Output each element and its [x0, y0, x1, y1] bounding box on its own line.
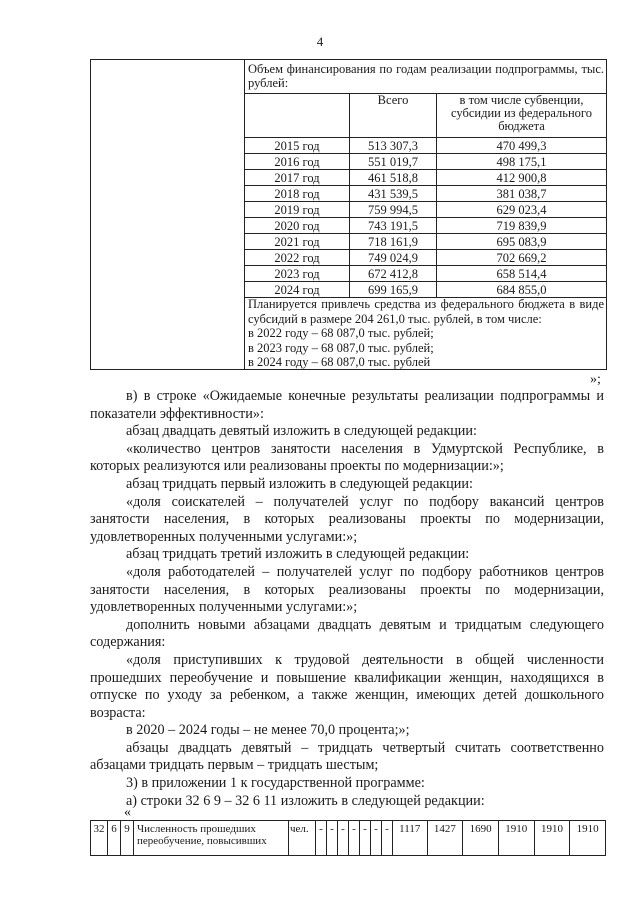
col-subsidy-header: в том числе субвенции, субсидии из федерального бюджета: [437, 94, 607, 138]
table-row: 2022 год 749 024,9 702 669,2: [245, 250, 607, 266]
document-body: [90, 388, 604, 810]
paragraph: в) в строке «Ожидаемые конечные результаты реализации подпрограммы и показатели эффективности»:: [90, 388, 604, 422]
paragraph: абзац тридцать третий изложить в следующей редакции:: [126, 546, 470, 563]
finance-table: [244, 93, 607, 298]
paragraph: «доля приступивших к трудовой деятельности в общей численности прошедших переобучение и повышение квалификации женщин, находящихся в отпуске по уходу за ребенком, а также женщин, имеющих детей дошкольного возраста:: [90, 651, 604, 721]
table-row: 32 6 9 Численность прошедших переобучение, повысивших чел. - - - - - - - 1117 1427 1690 1910 1910 1910: [91, 821, 606, 856]
table-row: 2021 год 718 161,9 695 083,9: [245, 234, 607, 250]
table-row: 2018 год 431 539,5 381 038,7: [245, 186, 607, 202]
table-row: 2016 год 551 019,7 498 175,1: [245, 154, 607, 170]
finance-table-frame: [90, 59, 607, 370]
closing-quote: »;: [590, 372, 601, 387]
paragraph: дополнить новыми абзацами двадцать девятым и тридцатым следующего содержания:: [90, 616, 604, 651]
indicator-table: [90, 820, 606, 856]
paragraph: «количество центров занятости населения в Удмуртской Республике, в которых реализуются или реализованы проекты по модернизации:»;: [90, 440, 604, 475]
finance-table-header: [245, 94, 607, 138]
indicator-name: Численность прошедших переобучение, повысивших: [134, 821, 289, 856]
paragraph: «доля соискателей – получателей услуг по подбору вакансий центров занятости населения, в которых реализованы проекты по модернизации, удовлетворенных полученными услугами:»;: [90, 493, 604, 545]
table-row: 2019 год 759 994,5 629 023,4: [245, 202, 607, 218]
paragraph: «доля работодателей – получателей услуг по подбору работников центров занятости населения, в которых реализованы проекты по модернизации, удовлетворенных полученными услугами:»;: [90, 563, 604, 616]
paragraph: абзацы двадцать девятый – тридцать четвертый считать соответственно абзацами тридцать первым – тридцать шестым;: [90, 739, 604, 774]
finance-heading: Объем финансирования по годам реализации подпрограммы, тыс. рублей:: [248, 62, 604, 90]
col-total-header: Всего: [350, 94, 437, 138]
opening-quote: «: [124, 805, 131, 820]
page-number: 4: [316, 34, 324, 49]
table-row: 2020 год 743 191,5 719 839,9: [245, 218, 607, 234]
table-row: 2024 год 699 165,9 684 855,0: [245, 282, 607, 298]
funding-plan-text: Планируется привлечь средства из федерального бюджета в виде субсидий в размере 204 261,0 тыс. рублей, в том числе: в 2022 году – 68 087,0 тыс. рублей; в 2023 году – 68 087,0 тыс. рублей; в 2024 году – 68 087,0 тыс. рублей: [248, 297, 604, 369]
paragraph: абзац тридцать первый изложить в следующей редакции:: [126, 475, 473, 492]
paragraph: абзац двадцать девятый изложить в следующей редакции:: [126, 423, 477, 440]
unit-cell: чел.: [289, 821, 316, 856]
table-row: 2023 год 672 412,8 658 514,4: [245, 266, 607, 282]
table-row: 2015 год 513 307,3 470 499,3: [245, 138, 607, 154]
paragraph: в 2020 – 2024 годы – не менее 70,0 процента;»;: [126, 722, 410, 739]
paragraph: а) строки 32 6 9 – 32 6 11 изложить в следующей редакции:: [126, 792, 485, 809]
table-row: 2017 год 461 518,8 412 900,8: [245, 170, 607, 186]
paragraph: 3) в приложении 1 к государственной программе:: [126, 775, 425, 792]
